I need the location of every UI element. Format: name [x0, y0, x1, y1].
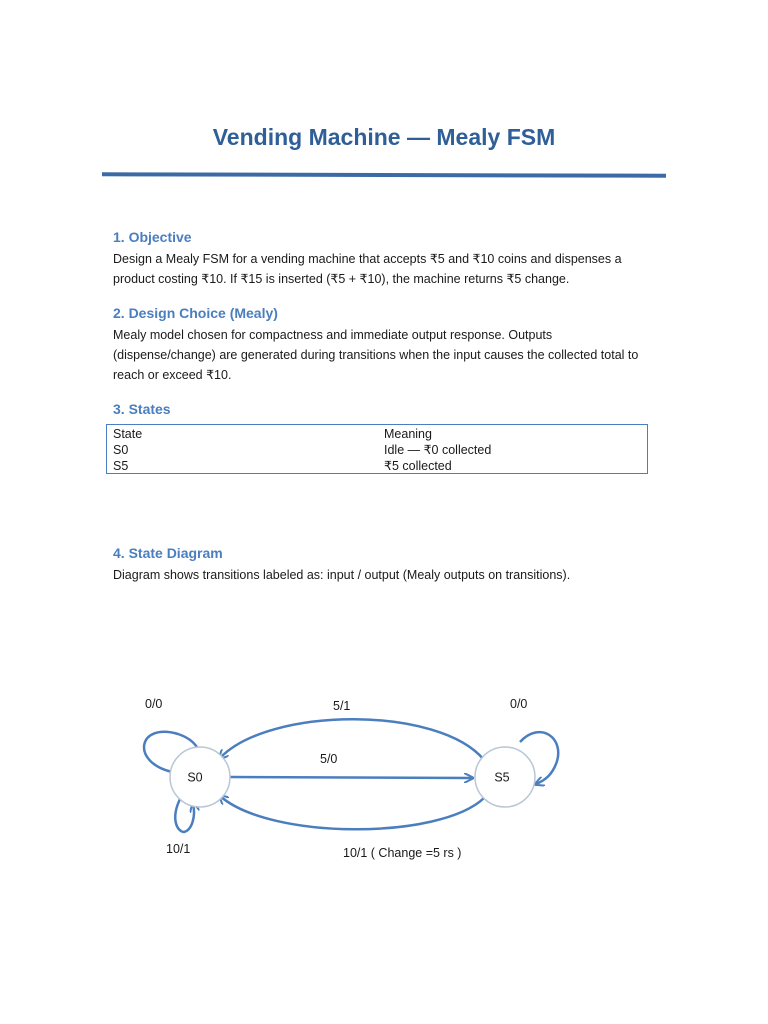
design-choice-heading: 2. Design Choice (Mealy)	[113, 305, 278, 321]
s5-to-s0-top-edge	[220, 719, 484, 760]
table-row	[107, 442, 647, 458]
state-diagram-text: Diagram shows transitions labeled as: input / output (Mealy outputs on transitions).	[113, 568, 571, 582]
s5-to-s0-bottom-label: 10/1 ( Change =5 rs )	[343, 846, 462, 860]
table-cell-state: S0	[113, 443, 129, 457]
s5-to-s0-top-label: 5/1	[333, 699, 351, 713]
states-table	[106, 424, 648, 474]
s0-self-loop-bottom-label: 10/1	[166, 842, 191, 856]
states-section	[113, 401, 658, 421]
s0-self-loop-top-label: 0/0	[145, 697, 163, 711]
table-cell-meaning: Idle — ₹0 collected	[384, 443, 492, 457]
objective-section	[113, 229, 658, 289]
s0-to-s5-edge	[230, 777, 472, 778]
state-diagram-section	[113, 545, 658, 585]
table-cell-meaning: ₹5 collected	[384, 459, 452, 473]
s5-self-loop-label: 0/0	[510, 697, 528, 711]
s0-to-s5-label: 5/0	[320, 752, 338, 766]
objective-heading: 1. Objective	[113, 229, 192, 245]
document-title: Vending Machine — Mealy FSM	[212, 124, 556, 150]
state-diagram-heading: 4. State Diagram	[113, 545, 223, 561]
states-heading: 3. States	[113, 401, 171, 417]
table-header-state: State	[113, 427, 143, 441]
table-header-meaning: Meaning	[384, 427, 432, 441]
table-header-row	[107, 426, 647, 442]
table-cell-state: S5	[113, 459, 129, 473]
state-node-s5-label: S5	[494, 770, 510, 785]
state-node-s0-label: S0	[187, 770, 203, 785]
objective-text: Design a Mealy FSM for a vending machine that accepts ₹5 and ₹10 coins and dispenses a product costing ₹10. If ₹15 is inserted (₹5 + ₹10), the machine returns ₹5 change.	[113, 252, 622, 286]
design-choice-text: Mealy model chosen for compactness and immediate output response. Outputs (dispense/change) are generated during transitions when the input causes the collected total to reach or exceed ₹10.	[113, 328, 639, 382]
table-row	[107, 458, 647, 474]
s5-to-s0-bottom-edge	[220, 796, 484, 829]
design-choice-section	[113, 305, 658, 385]
title-divider	[102, 172, 666, 177]
state-diagram	[0, 680, 768, 880]
